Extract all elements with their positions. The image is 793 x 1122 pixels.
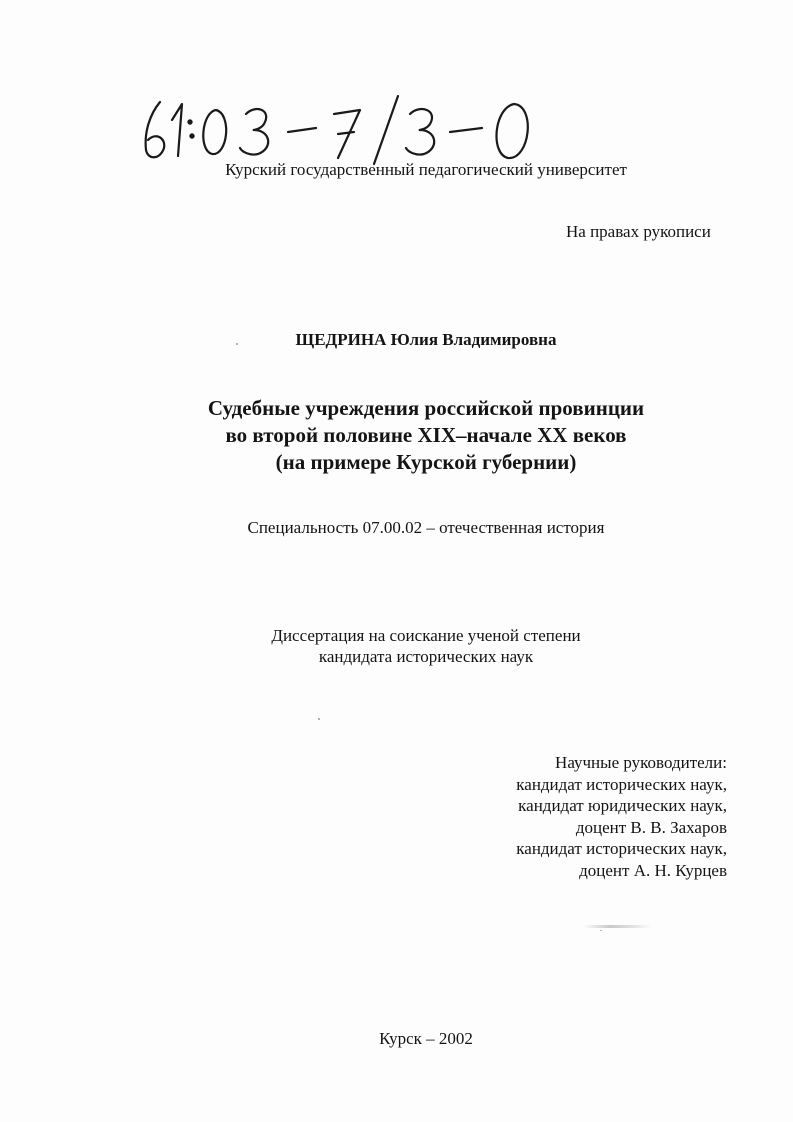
handwritten-code-drawing [138, 92, 558, 170]
supervisor-line: кандидат исторических наук, [516, 839, 727, 858]
supervisor-line: кандидат исторических наук, [516, 774, 727, 794]
scan-speck [236, 343, 238, 345]
degree-statement [0, 625, 793, 667]
scan-smudge [583, 925, 651, 928]
specialty-line: Специальность 07.00.02 – отечественная история [247, 518, 605, 537]
manuscript-rights-note: На правах рукописи [566, 222, 711, 241]
place-and-year: Курск – 2002 [379, 1029, 473, 1048]
supervisor-line: доцент А. Н. Курцев [579, 860, 727, 880]
supervisor-line: кандидат юридических наук, [518, 796, 727, 815]
supervisors-heading: Научные руководители: [555, 753, 727, 772]
title-line: во второй половине XIX–начале XX веков [225, 423, 627, 447]
supervisor-line: доцент В. В. Захаров [575, 817, 727, 837]
scan-speck [318, 718, 320, 720]
dissertation-title [0, 395, 793, 476]
title-line: (на примере Курской губернии) [275, 450, 577, 474]
title-line: Судебные учреждения российской провинции [207, 396, 645, 420]
scan-speck [600, 930, 602, 931]
author-name [0, 330, 793, 350]
author-surname: ЩЕДРИНА [295, 330, 387, 349]
degree-line: кандидата исторических наук [318, 647, 534, 666]
supervisors-block [516, 752, 727, 881]
university-name: Курский государственный педагогический университет [225, 160, 627, 179]
degree-line: Диссертация на соискание ученой степени [271, 626, 581, 645]
author-given-names: Юлия Владимировна [390, 330, 557, 349]
handwritten-catalog-code [138, 92, 558, 170]
